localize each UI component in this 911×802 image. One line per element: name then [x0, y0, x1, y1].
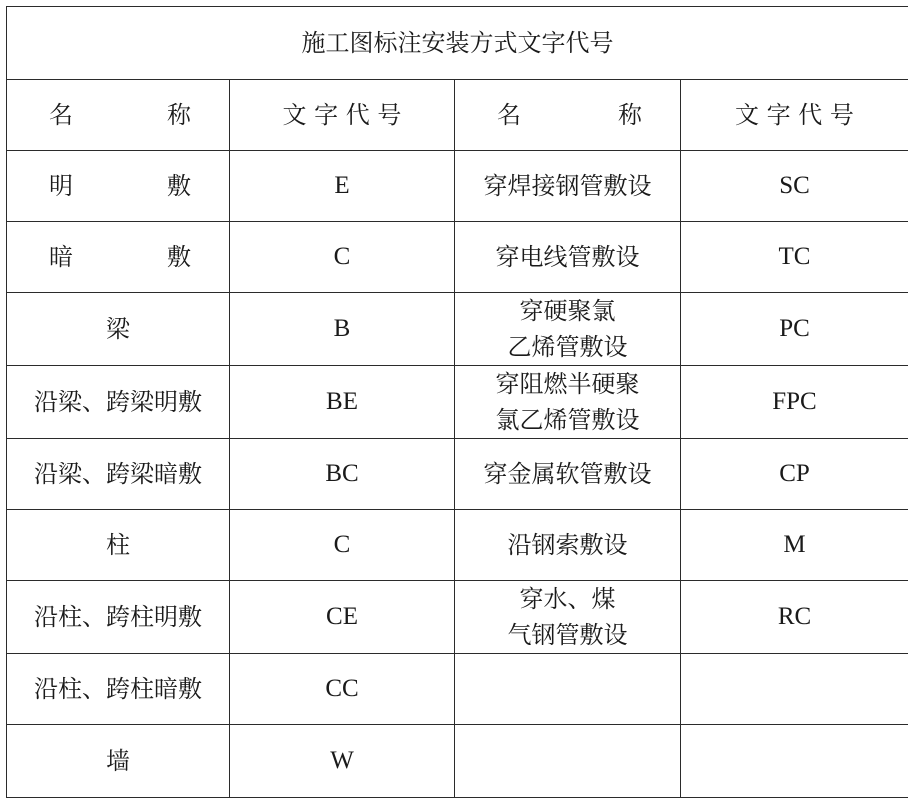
left-name-cell: 梁: [7, 293, 230, 366]
header-row: [7, 80, 909, 151]
left-name-char1: 明: [49, 172, 73, 200]
right-name-cell: 穿阻燃半硬聚 氯乙烯管敷设: [455, 366, 681, 439]
left-name-cell: 沿柱、跨柱暗敷: [7, 654, 230, 725]
header-name-left: [7, 80, 230, 151]
right-code-cell: RC: [681, 581, 909, 654]
left-code-cell: C: [230, 222, 455, 293]
document-sheet: [6, 6, 908, 802]
right-code-cell: [681, 725, 909, 798]
left-code-cell: W: [230, 725, 455, 798]
table-row: [7, 581, 909, 654]
right-code-cell: TC: [681, 222, 909, 293]
left-name-char2: 敷: [167, 172, 191, 200]
table-row: [7, 151, 909, 222]
table-row: [7, 439, 909, 510]
title-row: [7, 7, 909, 80]
header-code-left: 文 字 代 号: [230, 80, 455, 151]
right-name-cell: 穿硬聚氯 乙烯管敷设: [455, 293, 681, 366]
header-name-right-char2: 称: [618, 101, 642, 129]
left-name-cell: 柱: [7, 510, 230, 581]
left-name-cell: [7, 222, 230, 293]
table-row: [7, 654, 909, 725]
right-name-cell: 穿水、煤 气钢管敷设: [455, 581, 681, 654]
right-name-cell: 穿金属软管敷设: [455, 439, 681, 510]
left-name-cell: 沿柱、跨柱明敷: [7, 581, 230, 654]
right-code-cell: [681, 654, 909, 725]
left-code-cell: CE: [230, 581, 455, 654]
table-row: [7, 222, 909, 293]
left-code-cell: B: [230, 293, 455, 366]
table-row: [7, 293, 909, 366]
header-name-right-char1: 名: [497, 101, 521, 129]
table-row: [7, 725, 909, 798]
left-code-cell: BE: [230, 366, 455, 439]
right-code-cell: M: [681, 510, 909, 581]
right-name-cell: 穿焊接钢管敷设: [455, 151, 681, 222]
table-row: [7, 366, 909, 439]
left-code-cell: C: [230, 510, 455, 581]
right-name-cell: 穿电线管敷设: [455, 222, 681, 293]
left-name-char2: 敷: [167, 243, 191, 271]
right-name-cell: [455, 654, 681, 725]
table-row: [7, 510, 909, 581]
right-name-cell: 沿钢索敷设: [455, 510, 681, 581]
left-name-cell: 墙: [7, 725, 230, 798]
header-code-right: 文 字 代 号: [681, 80, 909, 151]
header-name-left-char1: 名: [49, 101, 73, 129]
header-name-right: [455, 80, 681, 151]
installation-code-table: [6, 6, 908, 798]
left-name-cell: 沿梁、跨梁暗敷: [7, 439, 230, 510]
right-code-cell: CP: [681, 439, 909, 510]
left-code-cell: CC: [230, 654, 455, 725]
left-name-cell: [7, 151, 230, 222]
right-name-cell: [455, 725, 681, 798]
right-code-cell: SC: [681, 151, 909, 222]
left-code-cell: E: [230, 151, 455, 222]
table-title: 施工图标注安装方式文字代号: [7, 7, 909, 80]
right-code-cell: FPC: [681, 366, 909, 439]
left-code-cell: BC: [230, 439, 455, 510]
header-name-left-char2: 称: [167, 101, 191, 129]
left-name-cell: 沿梁、跨梁明敷: [7, 366, 230, 439]
left-name-char1: 暗: [49, 243, 73, 271]
right-code-cell: PC: [681, 293, 909, 366]
